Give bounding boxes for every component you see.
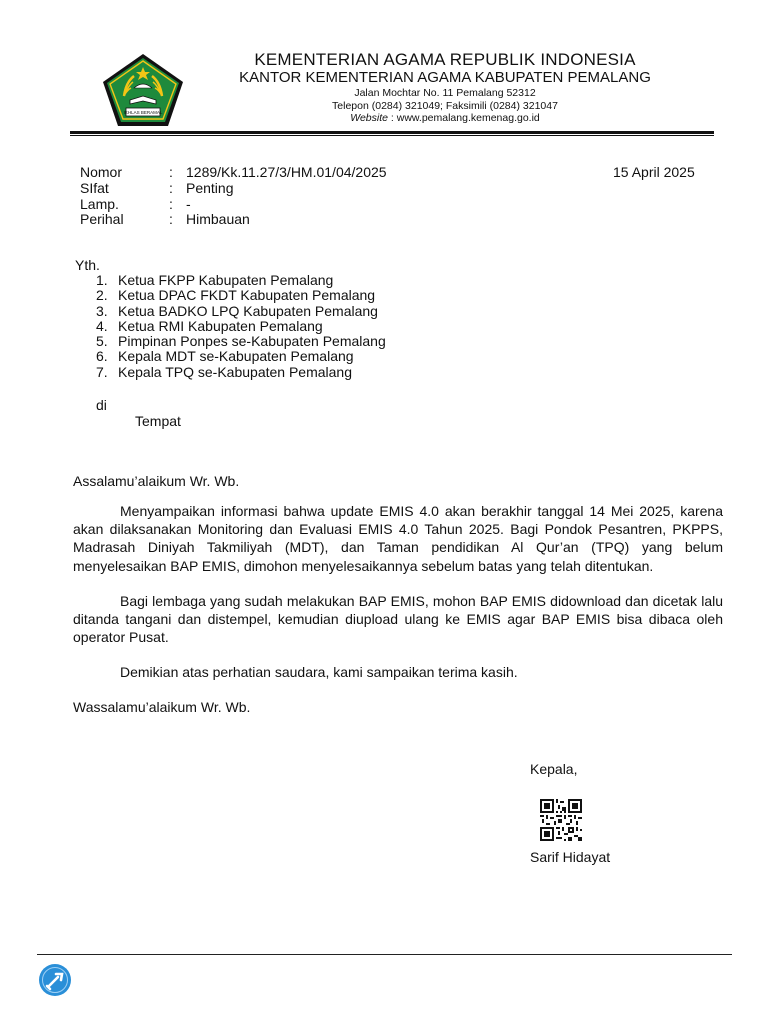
- list-item: [96, 334, 386, 349]
- list-number: 4.: [96, 317, 108, 334]
- logo-motto-text: IKHLAS BERAMAL: [123, 110, 163, 115]
- paragraph-text: Bagi lembaga yang sudah melakukan BAP EMIS, mohon BAP EMIS didownload dan dicetak lalu ditanda tangani dan distempel, kemudian diupload ulang ke EMIS agar BAP EMIS bisa dibaca oleh operator Pusat.: [73, 593, 723, 646]
- meta-value: Penting: [186, 180, 234, 196]
- list-number: 1.: [96, 272, 108, 288]
- list-item: [96, 319, 386, 334]
- meta-colon: :: [169, 211, 173, 227]
- list-number: 6.: [96, 348, 108, 365]
- meta-colon: :: [169, 164, 173, 180]
- closing-greeting: Wassalamu’alaikum Wr. Wb.: [73, 699, 251, 715]
- qr-code-icon: [539, 799, 583, 841]
- list-number: 7.: [96, 363, 108, 380]
- list-text: Kepala TPQ se-Kabupaten Pemalang: [118, 363, 353, 380]
- meta-value: -: [186, 196, 191, 212]
- recipient-di: di: [96, 397, 107, 413]
- body-paragraph-3: [73, 663, 723, 681]
- recipient-tempat: Tempat: [135, 413, 181, 429]
- meta-label: SIfat: [80, 180, 109, 196]
- list-text: Ketua FKPP Kabupaten Pemalang: [118, 272, 334, 288]
- kemenag-logo-icon: [100, 52, 186, 128]
- signatory-name: Sarif Hidayat: [530, 849, 611, 865]
- body-paragraph-2: [73, 592, 723, 647]
- office-phone: Telepon (0284) 321049; Faksimili (0284) 321047: [332, 100, 558, 112]
- list-number: 5.: [96, 333, 108, 350]
- signature-title: Kepala,: [530, 761, 578, 777]
- list-number: 2.: [96, 287, 108, 304]
- meta-label: Lamp.: [80, 196, 119, 212]
- list-item: [96, 304, 386, 319]
- meta-value: 1289/Kk.11.27/3/HM.01/04/2025: [186, 164, 387, 180]
- office-address: Jalan Mochtar No. 11 Pemalang 52312: [354, 87, 536, 99]
- meta-label: Nomor: [80, 164, 123, 180]
- website-separator: :: [387, 112, 397, 124]
- list-item: [96, 288, 386, 303]
- meta-label: Perihal: [80, 211, 124, 227]
- letter-date: 15 April 2025: [613, 164, 695, 180]
- list-item: [96, 349, 386, 364]
- list-item: [96, 273, 386, 288]
- opening-greeting: Assalamu’alaikum Wr. Wb.: [73, 473, 240, 489]
- paragraph-text: Menyampaikan informasi bahwa update EMIS 4.0 akan berakhir tanggal 14 Mei 2025, karena akan dilaksanakan Monitoring dan Evaluasi EMIS 4.0 Tahun 2025. Bagi Pondok Pesantren, PKPPS, Madrasah Diniyah Takmiliyah (MDT), dan Taman pendidikan Al Qur’an (TPQ) yang belum menyelesaikan BAP EMIS, dimohon menyelesaikannya sebelum batas yang telah ditentukan.: [73, 503, 723, 574]
- ministry-name: KEMENTERIAN AGAMA REPUBLIK INDONESIA: [254, 50, 636, 69]
- list-number: 3.: [96, 302, 108, 319]
- recipient-intro: Yth.: [75, 257, 100, 273]
- page-footer-rule: [37, 954, 732, 955]
- website-label: Website: [350, 112, 388, 124]
- viewer-app-icon[interactable]: [38, 963, 72, 997]
- list-text: Ketua BADKO LPQ Kabupaten Pemalang: [118, 302, 378, 319]
- meta-colon: :: [169, 196, 173, 212]
- list-text: Pimpinan Ponpes se-Kabupaten Pemalang: [118, 333, 386, 350]
- body-paragraph-1: [73, 502, 723, 575]
- office-website: [270, 112, 620, 124]
- recipient-list: [96, 273, 386, 380]
- list-text: Ketua DPAC FKDT Kabupaten Pemalang: [118, 287, 376, 304]
- meta-colon: :: [169, 180, 173, 196]
- office-name: KANTOR KEMENTERIAN AGAMA KABUPATEN PEMALANG: [239, 69, 651, 86]
- letterhead-thick-rule: [70, 131, 714, 134]
- letterhead-thin-rule: [70, 135, 714, 136]
- list-text: Kepala MDT se-Kabupaten Pemalang: [118, 348, 354, 365]
- paragraph-text: Demikian atas perhatian saudara, kami sampaikan terima kasih.: [120, 664, 518, 680]
- meta-value: Himbauan: [186, 211, 250, 227]
- website-url[interactable]: www.pemalang.kemenag.go.id: [396, 112, 540, 124]
- list-item: [96, 365, 386, 380]
- list-text: Ketua RMI Kabupaten Pemalang: [118, 317, 323, 334]
